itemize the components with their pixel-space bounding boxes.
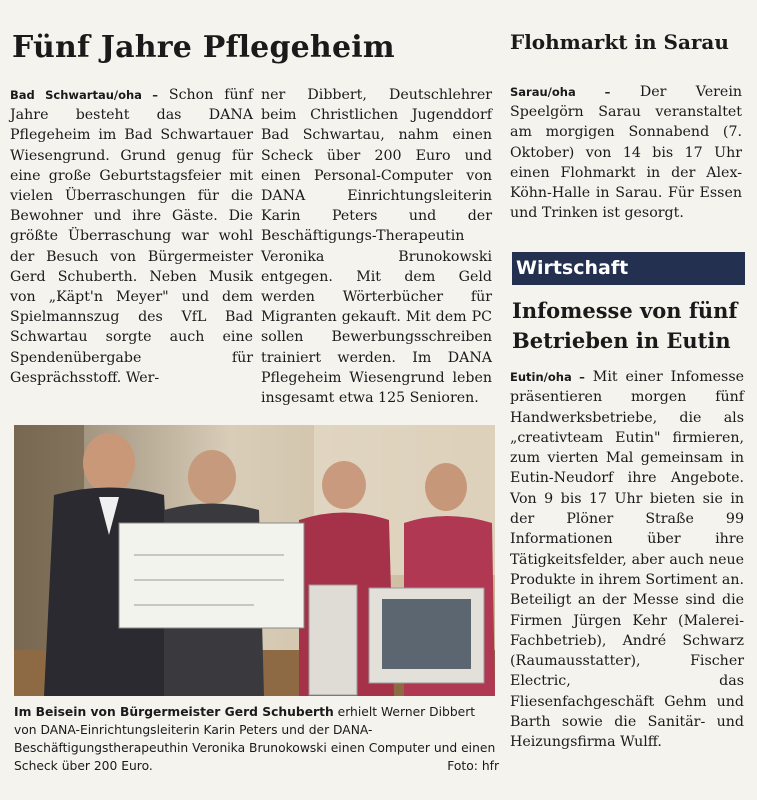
photo-illustration <box>14 425 495 696</box>
main-body-part-1: Schon fünf Jahre besteht das DANA Pflegeheim im Bad Schwartauer Wiesengrund. Grund genug für eine große Geburtstagsfeier mit vielen Überraschungen für die Bewohner und ihre Gäste. Die größte Überraschung war wohl der Besuch von Bürgermeister Gerd Schuberth. Neben Musik von „Käpt'n Meyer" und dem Spielmannszug des VfL Bad Schwartau sorgte auch eine Spendenübergabe für Gesprächsstoff. Wer- <box>10 87 253 386</box>
photo-credit: Foto: hfr <box>447 759 499 773</box>
main-dateline: Bad Schwartau/oha – <box>10 88 159 102</box>
main-headline: Fünf Jahre Pflegeheim <box>12 30 395 65</box>
sidebar-article-1-body <box>510 82 742 223</box>
section-label-wirtschaft: Wirtschaft <box>512 252 745 285</box>
main-article-column-2 <box>261 85 492 408</box>
sidebar-2-text: Mit einer Infomesse präsentieren morgen fünf Handwerksbetriebe, die als „creativteam Eutin" firmieren, zum vierten Mal gemeinsam in Eutin-Neudorf ihre Angebote. Von 9 bis 17 Uhr bieten sie in der Plöner Straße 99 Informationen über ihre Tätigkeitsfelder, aber auch neue Produkte in ihrem Sortiment an. Beteiligt an der Messe sind die Firmen Jürgen Kehr (Malerei-Fachbetrieb), André Schwarz (Raumausstatter), Fischer Electric, das Fliesenfachgeschäft Gehm und Barth sowie die Sanitär- und Heizungsfirma Wulff. <box>510 369 744 751</box>
sidebar-1-dateline: Sarau/oha – <box>510 85 611 99</box>
main-article-column-1 <box>10 85 253 388</box>
caption-text: erhielt Werner Dibbert von DANA-Einrichtungsleiterin Karin Peters und der DANA-Beschäftigungstherapeuthin Veronika Brunokowski einen Computer und einen Scheck über 200 Euro. <box>14 705 496 773</box>
sidebar-headline-2: Infomesse von fünf Betrieben in Eutin <box>512 298 738 353</box>
caption-lead: Im Beisein von Bürgermeister Gerd Schuberth <box>14 705 334 719</box>
sidebar-article-2-body <box>510 367 744 753</box>
sidebar-1-text: Der Verein Speelgörn Sarau veranstaltet am morgigen Sonnabend (7. Oktober) von 14 bis 17 Uhr einen Flohmarkt in der Alex-Köhn-Halle in Sarau. Für Essen und Trinken ist gesorgt. <box>510 84 742 222</box>
main-body-part-2: ner Dibbert, Deutschlehrer beim Christlichen Jugenddorf Bad Schwartau, nahm einen Scheck über 200 Euro und einen Personal-Computer von DANA Einrichtungsleiterin Karin Peters und der Beschäftigungs-Therapeutin Veronika Brunokowski entgegen. Mit dem Geld werden Wörterbücher für Migranten gekauft. Mit dem PC sollen Bewerbungsschreiben trainiert werden. Im DANA Pflegeheim Wiesengrund leben insgesamt etwa 125 Senioren. <box>261 87 492 407</box>
article-photo <box>14 425 495 696</box>
sidebar-2-dateline: Eutin/oha – <box>510 370 585 384</box>
sidebar-headline-1: Flohmarkt in Sarau <box>510 30 729 54</box>
photo-caption <box>14 703 499 775</box>
